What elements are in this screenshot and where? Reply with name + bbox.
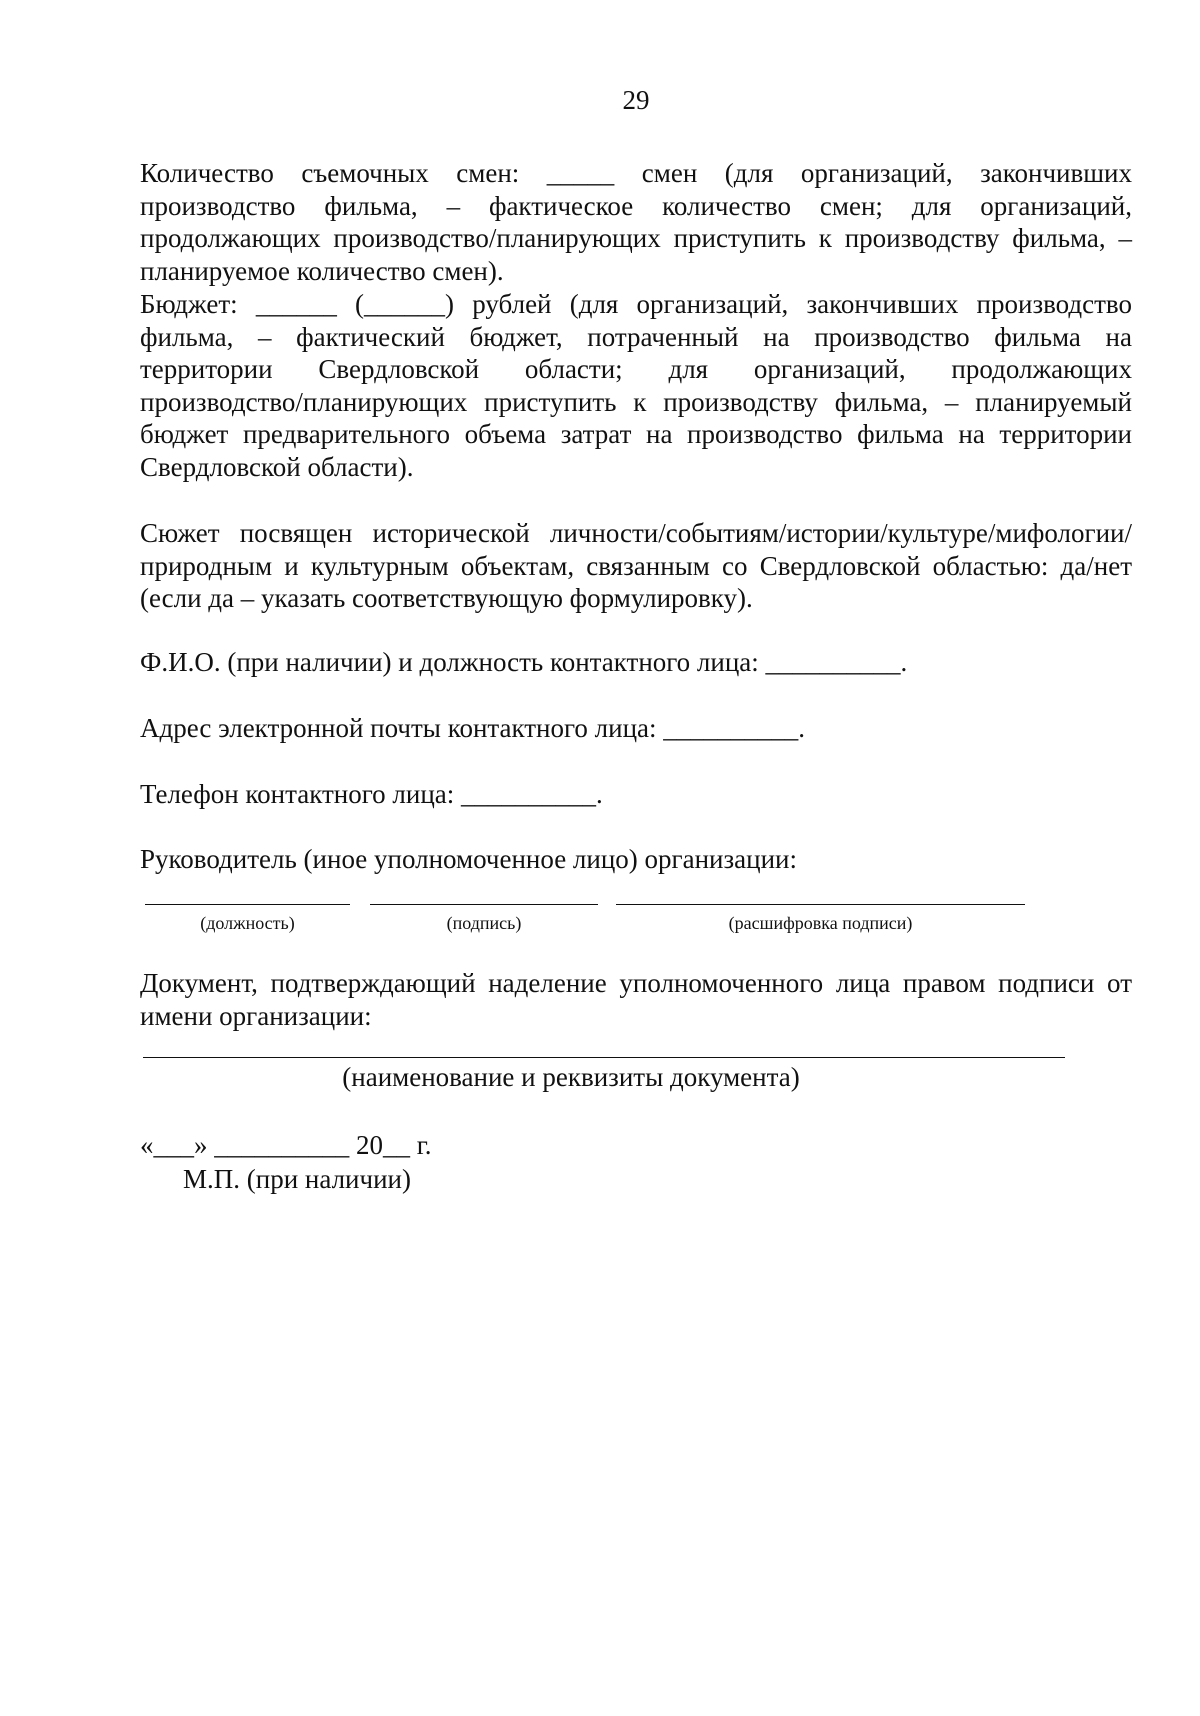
contact-name-line: [140, 646, 1132, 679]
paragraph-line: продолжающих производство/планирующих приступить к производству фильма, –: [140, 223, 1132, 254]
signature-caption: (подпись): [446, 913, 522, 933]
date-text: «___» __________ 20__ г.: [140, 1130, 432, 1160]
contact-email-line: [140, 712, 1132, 745]
paragraph-line: природным и культурным объектам, связанным со Свердловской областью: да/нет: [140, 550, 1132, 581]
page-number: 29: [622, 85, 650, 115]
decoding-signature-rule: [616, 904, 1025, 905]
paragraph-line: бюджет предварительного объема затрат на производство фильма на территории: [140, 419, 1132, 450]
paragraph-line: планируемое количество смен).: [140, 255, 504, 286]
seal-note-line: [183, 1163, 783, 1196]
paragraph-line: Сюжет посвящен исторической личности/событиям/истории/культуре/мифологии/: [140, 518, 1132, 548]
contact-phone-line: [140, 778, 1132, 811]
authority-doc-rule: [143, 1057, 1065, 1058]
contact-name-text: Ф.И.О. (при наличии) и должность контактного лица: __________.: [140, 647, 908, 677]
paragraph-line: территории Свердловской области; для организаций, продолжающих: [140, 354, 1132, 385]
paragraph-line: (если да – указать соответствующую формулировку).: [140, 583, 753, 614]
shoot-days-paragraph: [140, 157, 1132, 287]
seal-note-text: М.П. (при наличии): [183, 1164, 411, 1194]
contact-phone-text: Телефон контактного лица: __________.: [140, 779, 603, 809]
authority-doc-caption: (наименование и реквизиты документа): [342, 1062, 800, 1092]
authority-doc-paragraph: [140, 967, 1132, 1032]
plot-paragraph: [140, 517, 1132, 615]
paragraph-line: Свердловской области).: [140, 451, 414, 482]
paragraph-line: Документ, подтверждающий наделение уполномоченного лица правом подписи от: [140, 968, 1132, 998]
contact-email-text: Адрес электронной почты контактного лица: __________.: [140, 713, 806, 743]
paragraph-line: имени организации:: [140, 1000, 372, 1031]
paragraph-line: производство/планирующих приступить к производству фильма, – планируемый: [140, 386, 1132, 417]
paragraph-line: Количество съемочных смен: _____ смен (для организаций, закончивших: [140, 158, 1132, 188]
date-line: [140, 1129, 1132, 1162]
paragraph-line: производство фильма, – фактическое количество смен; для организаций,: [140, 190, 1132, 221]
paragraph-line: Бюджет: ______ (______) рублей (для организаций, закончивших производство: [140, 289, 1132, 319]
position-signature-rule: [145, 904, 350, 905]
position-caption: (должность): [200, 913, 295, 933]
paragraph-line: фильма, – фактический бюджет, потраченный на производство фильма на: [140, 321, 1132, 352]
budget-paragraph: [140, 288, 1132, 484]
decoding-caption: (расшифровка подписи): [728, 913, 913, 933]
head-label-text: Руководитель (иное уполномоченное лицо) организации:: [140, 844, 797, 874]
signature-rule: [370, 904, 598, 905]
head-label-line: [140, 843, 1132, 876]
